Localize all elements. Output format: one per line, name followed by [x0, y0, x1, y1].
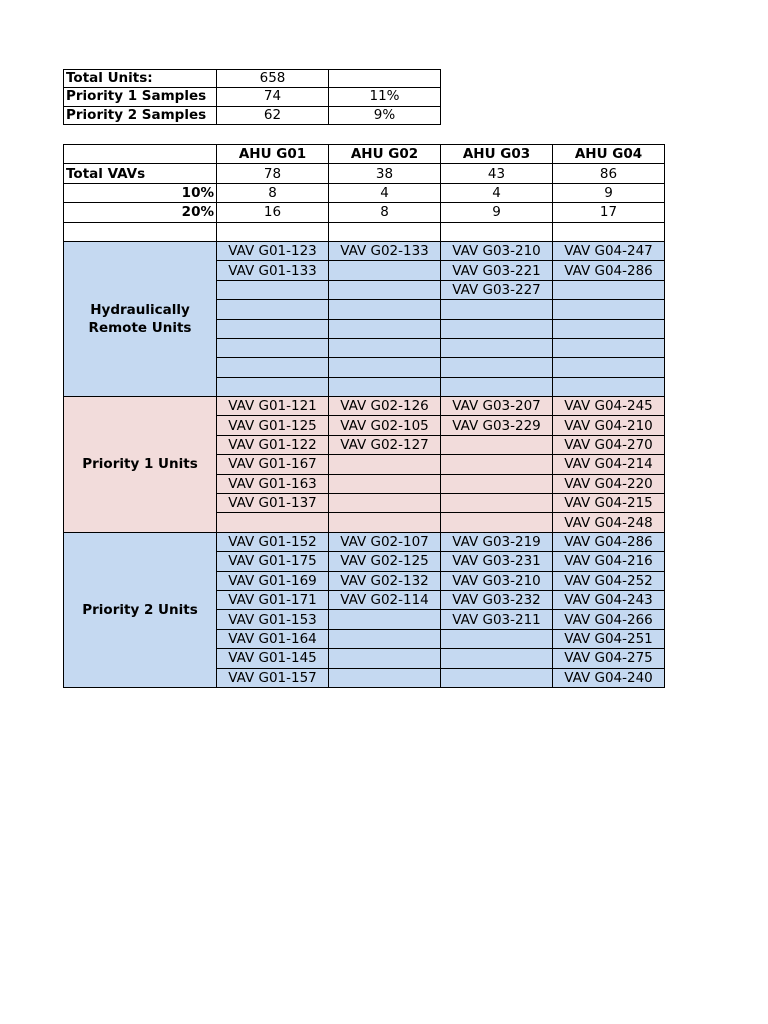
spacer-cell	[553, 222, 665, 241]
vav-cell	[553, 338, 665, 357]
summary-percent: 11%	[329, 88, 441, 106]
vav-cell: VAV G04-286	[553, 261, 665, 280]
vav-cell: VAV G01-152	[217, 532, 329, 551]
spacer-row	[64, 222, 665, 241]
vav-cell: VAV G04-243	[553, 590, 665, 609]
vav-cell: VAV G01-167	[217, 455, 329, 474]
group-label: Priority 1 Units	[64, 397, 217, 533]
spacer-cell	[329, 222, 441, 241]
vav-cell: VAV G03-221	[441, 261, 553, 280]
vav-cell	[441, 358, 553, 377]
vav-cell: VAV G02-105	[329, 416, 441, 435]
vav-row	[64, 532, 665, 551]
vav-cell	[553, 280, 665, 299]
total-vavs-g02: 38	[329, 164, 441, 183]
summary-value: 62	[217, 106, 329, 124]
spacer-cell	[217, 222, 329, 241]
vav-cell: VAV G04-266	[553, 610, 665, 629]
vav-cell	[329, 668, 441, 687]
summary-percent: 9%	[329, 106, 441, 124]
vav-cell: VAV G03-207	[441, 397, 553, 416]
pct10-g04: 9	[553, 183, 665, 202]
vav-cell: VAV G04-245	[553, 397, 665, 416]
vav-cell: VAV G03-210	[441, 241, 553, 260]
vav-cell: VAV G01-157	[217, 668, 329, 687]
vav-cell	[217, 338, 329, 357]
vav-cell	[329, 300, 441, 319]
vav-cell: VAV G01-175	[217, 552, 329, 571]
vav-cell	[553, 300, 665, 319]
pct10-row	[64, 183, 665, 202]
vav-cell: VAV G02-107	[329, 532, 441, 551]
pct20-g04: 17	[553, 203, 665, 222]
total-vavs-label: Total VAVs	[64, 164, 217, 183]
vav-cell	[441, 629, 553, 648]
spacer-cell	[64, 222, 217, 241]
summary-row	[64, 70, 441, 88]
vav-cell	[329, 358, 441, 377]
total-vavs-g01: 78	[217, 164, 329, 183]
vav-cell: VAV G03-229	[441, 416, 553, 435]
header-corner-cell	[64, 145, 217, 164]
vav-cell	[329, 474, 441, 493]
vav-cell: VAV G01-169	[217, 571, 329, 590]
vav-cell: VAV G01-133	[217, 261, 329, 280]
total-vavs-g03: 43	[441, 164, 553, 183]
vav-cell	[441, 494, 553, 513]
pct20-g02: 8	[329, 203, 441, 222]
vav-cell	[217, 300, 329, 319]
pct10-g03: 4	[441, 183, 553, 202]
vav-row	[64, 241, 665, 260]
summary-table	[63, 69, 441, 125]
vav-cell: VAV G04-210	[553, 416, 665, 435]
header-ahu-g03: AHU G03	[441, 145, 553, 164]
pct10-label: 10%	[64, 183, 217, 202]
pct20-row	[64, 203, 665, 222]
vav-cell: VAV G04-247	[553, 241, 665, 260]
group-label: Priority 2 Units	[64, 532, 217, 687]
vav-cell	[329, 280, 441, 299]
vav-cell	[329, 377, 441, 396]
vav-cell	[329, 338, 441, 357]
vav-cell: VAV G01-125	[217, 416, 329, 435]
total-vavs-g04: 86	[553, 164, 665, 183]
vav-cell: VAV G04-252	[553, 571, 665, 590]
vav-cell: VAV G01-121	[217, 397, 329, 416]
vav-cell	[329, 319, 441, 338]
summary-label: Total Units:	[64, 70, 217, 88]
vav-cell	[441, 649, 553, 668]
vav-cell: VAV G04-215	[553, 494, 665, 513]
vav-cell: VAV G04-248	[553, 513, 665, 532]
vav-cell	[553, 319, 665, 338]
summary-row	[64, 106, 441, 124]
vav-cell: VAV G04-270	[553, 435, 665, 454]
pct10-g01: 8	[217, 183, 329, 202]
vav-cell: VAV G01-164	[217, 629, 329, 648]
vav-cell: VAV G01-137	[217, 494, 329, 513]
vav-sampling-table-body	[64, 145, 665, 688]
vav-cell: VAV G04-214	[553, 455, 665, 474]
summary-row	[64, 88, 441, 106]
vav-cell: VAV G01-123	[217, 241, 329, 260]
vav-cell: VAV G03-232	[441, 590, 553, 609]
vav-cell	[441, 513, 553, 532]
vav-cell	[441, 668, 553, 687]
vav-cell: VAV G02-114	[329, 590, 441, 609]
summary-label: Priority 2 Samples	[64, 106, 217, 124]
pct20-g01: 16	[217, 203, 329, 222]
vav-cell: VAV G02-133	[329, 241, 441, 260]
vav-cell	[553, 358, 665, 377]
vav-cell: VAV G01-145	[217, 649, 329, 668]
vav-cell	[217, 319, 329, 338]
header-ahu-g01: AHU G01	[217, 145, 329, 164]
vav-cell: VAV G02-125	[329, 552, 441, 571]
vav-cell: VAV G01-163	[217, 474, 329, 493]
vav-cell	[329, 261, 441, 280]
vav-cell	[553, 377, 665, 396]
vav-cell	[441, 435, 553, 454]
vav-cell: VAV G04-216	[553, 552, 665, 571]
vav-cell	[441, 474, 553, 493]
vav-cell: VAV G04-286	[553, 532, 665, 551]
group-label: Hydraulically Remote Units	[64, 241, 217, 396]
pct20-label: 20%	[64, 203, 217, 222]
summary-percent	[329, 70, 441, 88]
vav-cell: VAV G04-275	[553, 649, 665, 668]
pct10-g02: 4	[329, 183, 441, 202]
vav-sampling-table	[63, 144, 665, 688]
vav-cell	[441, 319, 553, 338]
vav-cell: VAV G04-251	[553, 629, 665, 648]
vav-row	[64, 397, 665, 416]
header-row	[64, 145, 665, 164]
vav-cell	[217, 358, 329, 377]
vav-cell: VAV G03-219	[441, 532, 553, 551]
vav-cell: VAV G02-127	[329, 435, 441, 454]
vav-cell: VAV G04-220	[553, 474, 665, 493]
vav-cell: VAV G01-171	[217, 590, 329, 609]
vav-cell: VAV G03-210	[441, 571, 553, 590]
vav-cell: VAV G03-231	[441, 552, 553, 571]
vav-cell	[441, 338, 553, 357]
summary-value: 658	[217, 70, 329, 88]
vav-cell	[441, 377, 553, 396]
vav-cell	[329, 513, 441, 532]
vav-cell: VAV G01-122	[217, 435, 329, 454]
pct20-g03: 9	[441, 203, 553, 222]
vav-cell	[329, 610, 441, 629]
vav-cell: VAV G03-227	[441, 280, 553, 299]
spacer-cell	[441, 222, 553, 241]
vav-cell	[329, 629, 441, 648]
vav-cell	[217, 280, 329, 299]
vav-cell: VAV G02-132	[329, 571, 441, 590]
summary-label: Priority 1 Samples	[64, 88, 217, 106]
vav-cell: VAV G04-240	[553, 668, 665, 687]
vav-cell: VAV G03-211	[441, 610, 553, 629]
vav-cell	[329, 494, 441, 513]
summary-table-body	[64, 70, 441, 125]
total-vavs-row	[64, 164, 665, 183]
vav-cell	[217, 377, 329, 396]
vav-cell: VAV G02-126	[329, 397, 441, 416]
vav-cell	[329, 649, 441, 668]
vav-cell	[441, 300, 553, 319]
header-ahu-g02: AHU G02	[329, 145, 441, 164]
summary-value: 74	[217, 88, 329, 106]
vav-cell	[441, 455, 553, 474]
vav-cell	[217, 513, 329, 532]
vav-cell: VAV G01-153	[217, 610, 329, 629]
vav-cell	[329, 455, 441, 474]
header-ahu-g04: AHU G04	[553, 145, 665, 164]
